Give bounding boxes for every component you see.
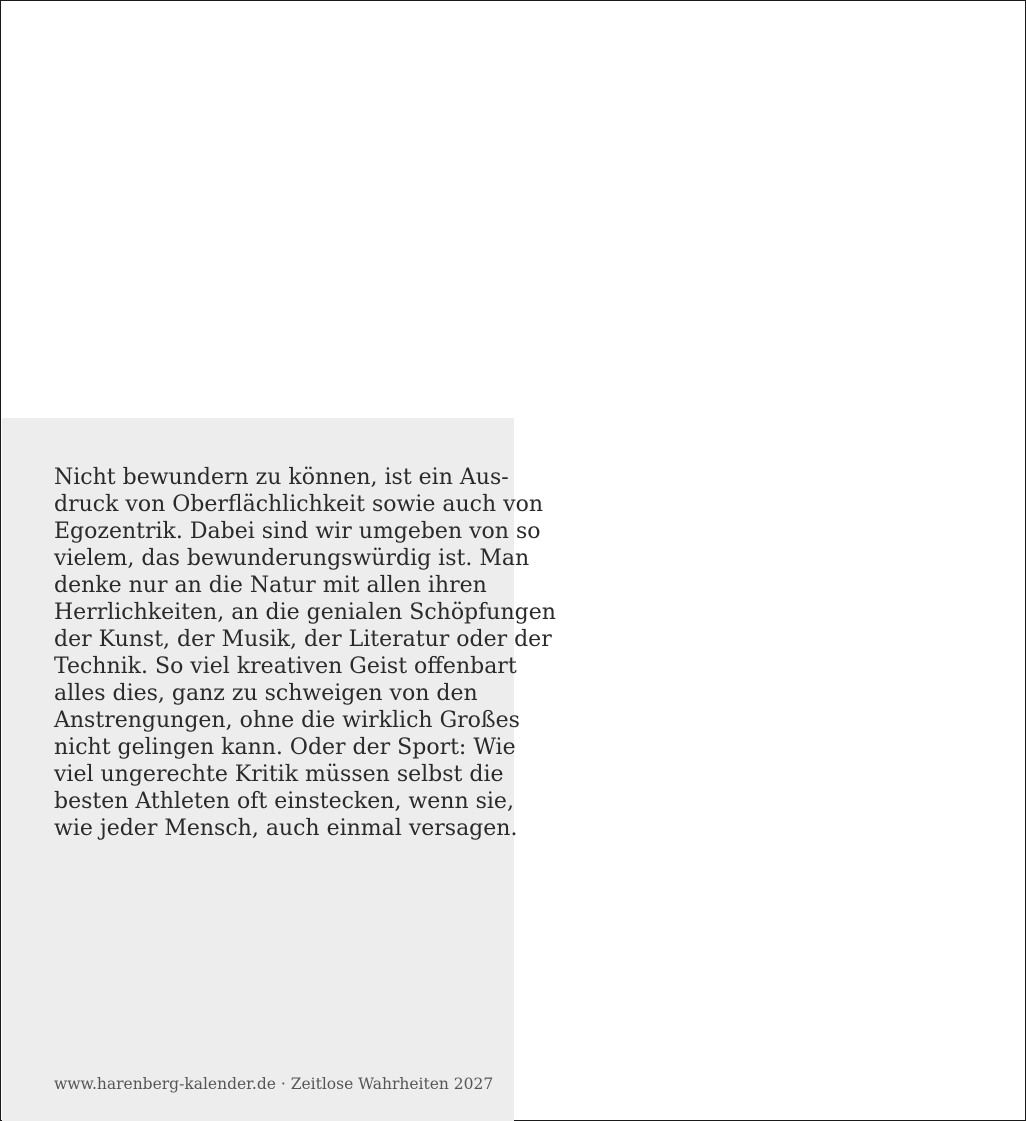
quote-line: Nicht bewundern zu können, ist ein Aus- <box>54 465 509 490</box>
quote-line: vielem, das bewunderungswürdig ist. Man <box>54 546 530 571</box>
quote-line: nicht gelingen kann. Oder der Sport: Wie <box>54 735 516 760</box>
quote-line: Egozentrik. Dabei sind wir umgeben von so <box>54 519 541 544</box>
quote-line: Herrlichkeiten, an die genialen Schöpfungen <box>54 600 556 625</box>
quote-line: Anstrengungen, ohne die wirklich Großes <box>54 708 520 733</box>
quote-line: druck von Oberflächlichkeit sowie auch von <box>54 492 543 517</box>
footer-publisher-line: www.harenberg-kalender.de · Zeitlose Wahrheiten 2027 <box>54 1075 494 1093</box>
quote-text <box>54 464 556 842</box>
quote-line: wie jeder Mensch, auch einmal versagen. <box>54 816 518 841</box>
quote-line: denke nur an die Natur mit allen ihren <box>54 573 487 598</box>
quote-line: Technik. So viel kreativen Geist offenbart <box>54 654 517 679</box>
quote-line: besten Athleten oft einstecken, wenn sie, <box>54 789 514 814</box>
quote-panel <box>2 418 556 1121</box>
quote-line: alles dies, ganz zu schweigen von den <box>54 681 478 706</box>
quote-line: viel ungerechte Kritik müssen selbst die <box>54 762 504 787</box>
quote-line: der Kunst, der Musik, der Literatur oder der <box>54 627 552 652</box>
